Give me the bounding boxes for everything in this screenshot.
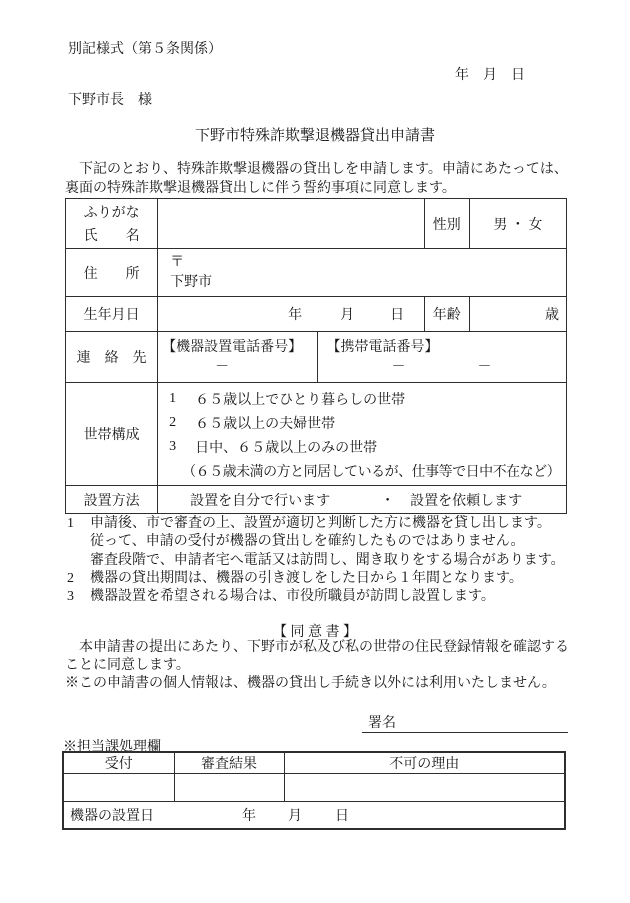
- application-table: [65, 198, 567, 514]
- intro-line: 裏面の特殊詐欺撃退機器貸出しに伴う誓約事項に同意します。: [65, 180, 456, 196]
- privacy-note: ※この申請書の個人情報は、機器の貸出し手続き以外には利用いたしません。: [65, 676, 556, 691]
- birthdate-label-cell: 生年月日: [66, 297, 158, 332]
- birthdate-input-area[interactable]: [158, 297, 425, 332]
- phone-dash: －: [391, 360, 406, 375]
- install-date-month-unit: 月: [288, 809, 302, 824]
- phone-device-label: 【機器設置電話番号】: [162, 340, 303, 355]
- month-unit: 月: [340, 308, 355, 323]
- install-option-self[interactable]: 設置を自分で行います: [190, 493, 331, 509]
- addressee: 下野市長 様: [68, 93, 152, 108]
- install-option-request[interactable]: 設置を依頼します: [410, 493, 523, 509]
- address-label-cell: 住 所: [66, 249, 158, 297]
- office-result-input[interactable]: [174, 774, 284, 802]
- household-option-1[interactable]: 1 ６５歳以上でひとり暮らしの世帯: [169, 391, 406, 408]
- install-options-cell: [158, 486, 567, 514]
- name-label: 氏 名: [83, 228, 140, 244]
- office-section-heading: ※担当課処理欄: [63, 740, 161, 755]
- note-item: 3 機器設置を希望される場合は、市役所職員が訪問し設置します。: [67, 589, 495, 605]
- phone-dash: －: [477, 360, 492, 375]
- name-label-cell: [66, 199, 158, 249]
- sex-label-cell: 性別: [424, 199, 469, 249]
- intro-line: 下記のとおり、特殊詐欺撃退機器の貸出しを申請します。申請にあたっては、: [65, 162, 568, 177]
- phone-device-input-area[interactable]: [158, 332, 318, 383]
- day-unit: 日: [390, 308, 405, 323]
- household-option-2[interactable]: 2 ６５歳以上の夫婦世帯: [169, 415, 336, 432]
- install-date-day-unit: 日: [335, 809, 349, 824]
- intro-paragraph: [65, 161, 568, 198]
- year-unit: 年: [288, 308, 303, 323]
- office-col-reason: 不可の理由: [284, 752, 565, 774]
- install-label-cell: 設置方法: [66, 486, 158, 514]
- postal-mark: 〒: [170, 254, 185, 270]
- consent-body: 本申請書の提出にあたり、下野市が私及び私の世帯の住民登録情報を確認する ことに同意します。 ※この申請書の個人情報は、機器の貸出し手続き以外には利用いたしません。: [65, 639, 575, 693]
- install-date-label: 機器の設置日: [70, 809, 154, 824]
- phone-mobile-input-area[interactable]: [318, 332, 567, 383]
- age-unit: 歳: [545, 308, 559, 323]
- signature-line[interactable]: [362, 712, 568, 733]
- address-prefill: 下野市: [170, 274, 213, 290]
- phone-mobile-label: 【携帯電話番号】: [326, 340, 439, 355]
- page-title: 下野市特殊詐欺撃退機器貸出申請書: [194, 128, 435, 144]
- household-label-cell: 世帯構成: [66, 383, 158, 486]
- office-reception-input[interactable]: [63, 774, 174, 802]
- office-col-reception: 受付: [63, 752, 174, 774]
- office-reason-input[interactable]: [284, 774, 565, 802]
- household-option-3[interactable]: 3 日中、６５歳以上のみの世帯: [169, 439, 378, 456]
- contact-label-cell: 連 絡 先: [66, 332, 158, 383]
- note-item: 2 機器の貸出期間は、機器の引き渡しをした日から１年間となります。: [67, 570, 523, 586]
- age-input-area[interactable]: [469, 297, 566, 332]
- note-item: 1 申請後、市で審査の上、設置が適切と判断した方に機器を貸し出します。 従って、申請の受付が機器の貸出しを確約したものではありません。 審査段階で、申請者宅へ電話又は訪問し、聞き取りをする場合があります。: [67, 516, 565, 568]
- sex-options[interactable]: 男 ・ 女: [469, 199, 566, 249]
- install-date-year-unit: 年: [242, 809, 256, 824]
- household-option-note: （６５歳未満の方と同居しているが、仕事等で日中不在など）: [182, 465, 561, 480]
- office-table: [62, 751, 566, 830]
- office-col-result: 審査結果: [174, 752, 284, 774]
- notes-list: [66, 515, 576, 606]
- consent-heading: 【 同 意 書 】: [273, 625, 357, 640]
- format-note: 別記様式（第５条関係）: [68, 42, 222, 57]
- install-date-row[interactable]: [63, 802, 565, 830]
- date-line: 年 月 日: [455, 68, 525, 83]
- name-input-area[interactable]: [158, 199, 425, 249]
- phone-dash: －: [215, 360, 230, 375]
- furigana-label: ふりがな: [83, 206, 140, 222]
- household-options-cell: [158, 383, 567, 486]
- age-label-cell: 年齢: [424, 297, 469, 332]
- address-input-area[interactable]: [158, 249, 567, 297]
- install-option-separator: ・: [380, 493, 395, 509]
- signature-label: 署名: [368, 716, 396, 731]
